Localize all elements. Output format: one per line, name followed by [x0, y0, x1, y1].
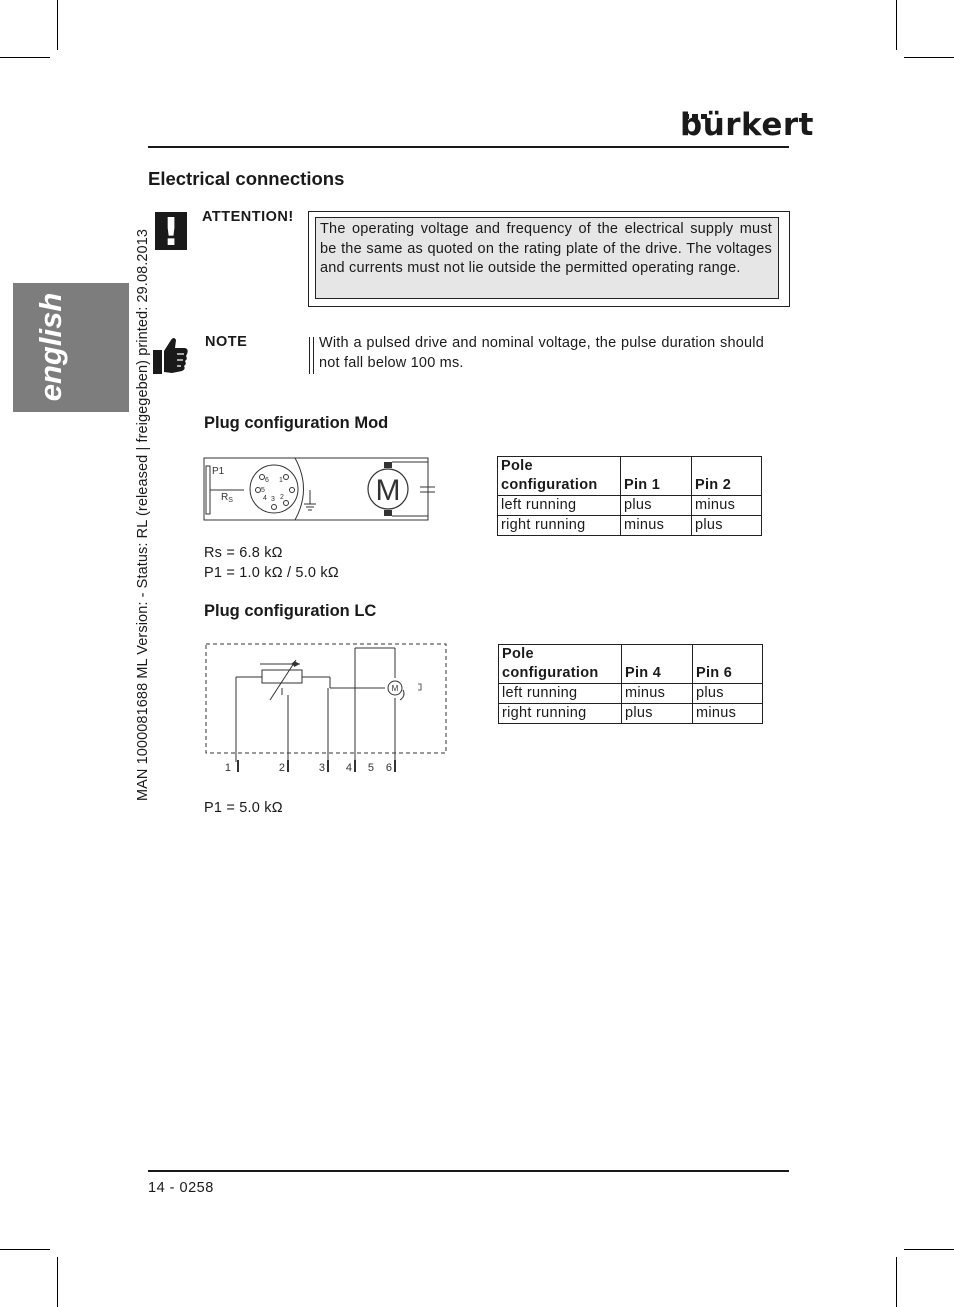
table-cell: minus	[622, 684, 693, 704]
language-tab	[13, 283, 129, 412]
svg-text:5: 5	[261, 487, 265, 494]
crop-mark	[896, 0, 897, 50]
lc-motor-label: M	[391, 684, 399, 693]
header-rule	[148, 146, 789, 148]
svg-text:5: 5	[367, 762, 374, 774]
mod-wiring-diagram	[200, 454, 435, 524]
table-cell: plus	[621, 496, 692, 516]
lc-pin-table	[498, 644, 763, 724]
mod-value-rs: Rs = 6.8 kΩ	[204, 545, 283, 561]
note-divider	[309, 337, 314, 374]
svg-text:1: 1	[224, 762, 231, 774]
table-header-cell: Pin 1	[621, 457, 692, 496]
svg-text:3: 3	[318, 762, 325, 774]
document-meta: MAN 1000081688 ML Version: - Status: RL (released | freigegeben) printed: 29.08.2013	[135, 228, 151, 802]
table-cell: left running	[498, 496, 621, 516]
svg-text:6: 6	[385, 762, 392, 774]
table-cell: minus	[621, 516, 692, 536]
footer-rule	[148, 1170, 789, 1172]
table-header-cell: Pole configuration	[498, 457, 621, 496]
mod-motor-label: M	[375, 474, 401, 507]
table-row	[498, 516, 762, 536]
table-row	[499, 684, 763, 704]
note-text: With a pulsed drive and nominal voltage, the pulse duration should not fall below 100 ms.	[319, 335, 764, 371]
mod-rs-label: $R_S$	[221, 492, 233, 504]
crop-mark	[896, 1257, 897, 1307]
thumbs-up-icon	[150, 334, 190, 378]
lc-title: Plug configuration LC	[204, 602, 377, 620]
svg-text:2: 2	[280, 494, 284, 501]
crop-mark	[904, 57, 954, 58]
table-header-cell: Pole configuration	[499, 645, 622, 684]
svg-text:1: 1	[279, 477, 283, 484]
crop-mark	[0, 1249, 50, 1250]
table-cell: plus	[693, 684, 763, 704]
table-header-cell: Pin 4	[622, 645, 693, 684]
page-number: 14 - 0258	[148, 1180, 214, 1196]
svg-text:4: 4	[345, 762, 352, 774]
table-cell: left running	[499, 684, 622, 704]
section-title: Electrical connections	[148, 168, 345, 189]
mod-p1-label: P1	[212, 466, 225, 477]
attention-text: The operating voltage and frequency of the electrical supply must be the same as quoted on the rating plate of the drive. The voltages and currents must not lie outside the permitted operating range.	[315, 217, 779, 299]
table-row	[498, 496, 762, 516]
table-cell: minus	[692, 496, 762, 516]
table-header-row	[498, 457, 762, 496]
crop-mark	[904, 1249, 954, 1250]
mod-pin-table	[497, 456, 762, 536]
crop-mark	[57, 1257, 58, 1307]
mod-title: Plug configuration Mod	[204, 414, 389, 432]
table-header-cell: Pin 6	[693, 645, 763, 684]
crop-mark	[0, 57, 50, 58]
warning-icon: !	[155, 212, 187, 250]
table-header-cell: Pin 2	[692, 457, 762, 496]
table-cell: right running	[498, 516, 621, 536]
lc-wiring-diagram	[200, 640, 450, 780]
table-header-row	[499, 645, 763, 684]
lc-value-p1: P1 = 5.0 kΩ	[204, 800, 283, 816]
mod-value-p1: P1 = 1.0 kΩ / 5.0 kΩ	[204, 565, 339, 581]
brand-logo: bürkert	[680, 107, 814, 143]
table-cell: right running	[499, 704, 622, 724]
table-row	[499, 704, 763, 724]
svg-text:2: 2	[278, 762, 285, 774]
svg-text:3: 3	[271, 496, 275, 503]
table-cell: minus	[693, 704, 763, 724]
table-cell: plus	[692, 516, 762, 536]
table-cell: plus	[622, 704, 693, 724]
svg-text:6: 6	[265, 477, 269, 484]
crop-mark	[57, 0, 58, 50]
attention-label: ATTENTION!	[202, 209, 294, 225]
svg-text:4: 4	[263, 495, 267, 502]
note-label: NOTE	[205, 334, 248, 350]
language-tab-label: english	[33, 292, 68, 402]
